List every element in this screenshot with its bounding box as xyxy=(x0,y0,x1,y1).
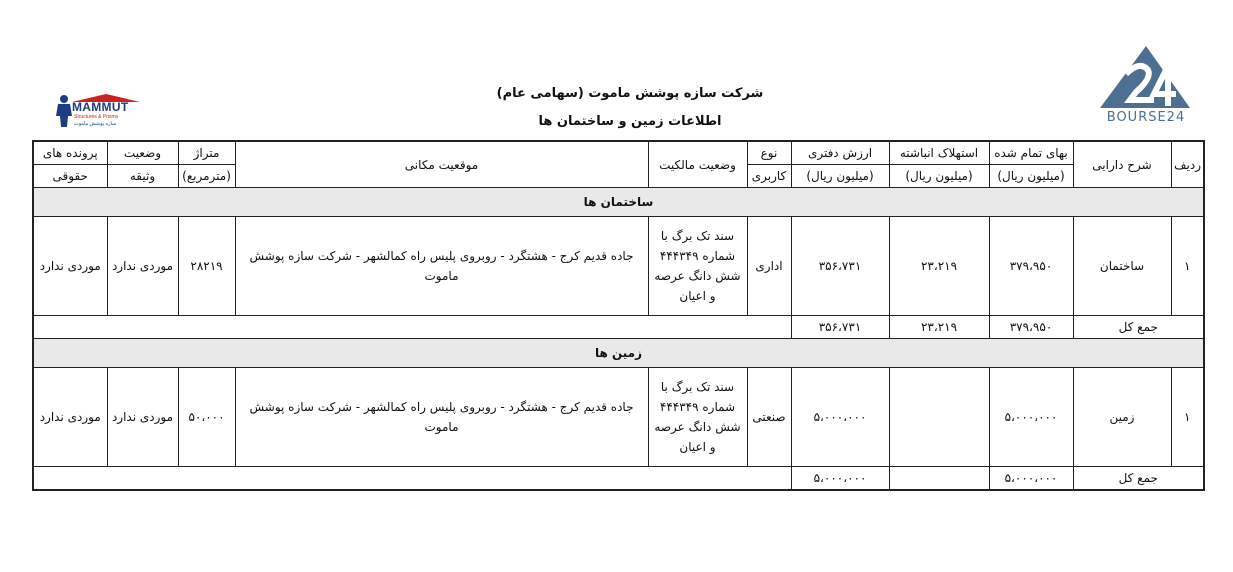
section-header-buildings xyxy=(33,188,1204,217)
cell-use: صنعتی xyxy=(747,368,791,467)
total-book-value: ۳۵۶،۷۳۱ xyxy=(791,316,889,339)
cell-legal: موردی ندارد xyxy=(33,368,107,467)
col-ownership: وضعیت مالکیت xyxy=(648,141,747,188)
cell-ownership: سند تک برگ با شماره ۴۴۴۳۴۹ شش دانگ عرصه و اعیان xyxy=(648,217,747,316)
cell-cost: ۵،۰۰۰،۰۰۰ xyxy=(989,368,1073,467)
total-cost: ۵،۰۰۰،۰۰۰ xyxy=(989,467,1073,491)
cell-depreciation xyxy=(889,368,989,467)
total-row-lands xyxy=(33,467,1204,491)
total-cost: ۳۷۹،۹۵۰ xyxy=(989,316,1073,339)
col-use-type: نوع xyxy=(747,141,791,165)
col-area-unit: (مترمربع) xyxy=(178,165,235,188)
cell-depreciation: ۲۳،۲۱۹ xyxy=(889,217,989,316)
cell-collateral: موردی ندارد xyxy=(107,368,178,467)
bourse24-logo-mark xyxy=(1096,44,1196,110)
section-header-lands xyxy=(33,339,1204,368)
cell-ownership: سند تک برگ با شماره ۴۴۴۳۴۹ شش دانگ عرصه و اعیان xyxy=(648,368,747,467)
land-buildings-table xyxy=(32,140,1205,491)
table-row xyxy=(33,217,1204,316)
cell-use: اداری xyxy=(747,217,791,316)
col-cost-unit: (میلیون ریال) xyxy=(989,165,1073,188)
col-area: متراژ xyxy=(178,141,235,165)
total-empty xyxy=(33,316,791,339)
cell-book-value: ۵،۰۰۰،۰۰۰ xyxy=(791,368,889,467)
col-depreciation: استهلاک انباشته xyxy=(889,141,989,165)
section-title-buildings: ساختمان ها xyxy=(33,188,1204,217)
cell-asset: زمین xyxy=(1073,368,1171,467)
total-depreciation xyxy=(889,467,989,491)
bourse24-logo xyxy=(1096,44,1196,130)
section-title-lands: زمین ها xyxy=(33,339,1204,368)
cell-radif: ۱ xyxy=(1171,217,1204,316)
total-depreciation: ۲۳،۲۱۹ xyxy=(889,316,989,339)
mammut-logo-subtitle-fa: سازه پوشش ماموت xyxy=(74,121,117,127)
cell-location: جاده قدیم کرج - هشتگرد - روبروی پلیس راه کمالشهر - شرکت سازه پوشش ماموت xyxy=(235,368,648,467)
cell-location: جاده قدیم کرج - هشتگرد - روبروی پلیس راه کمالشهر - شرکت سازه پوشش ماموت xyxy=(235,217,648,316)
total-book-value: ۵،۰۰۰،۰۰۰ xyxy=(791,467,889,491)
mammut-logo-text: MAMMUT xyxy=(72,100,129,114)
total-label: جمع کل xyxy=(1073,316,1204,339)
table-row xyxy=(33,368,1204,467)
mammut-figure-icon xyxy=(52,94,74,128)
total-row-buildings xyxy=(33,316,1204,339)
col-location: موقعیت مکانی xyxy=(235,141,648,188)
col-book-value-unit: (میلیون ریال) xyxy=(791,165,889,188)
mammut-logo xyxy=(52,94,140,130)
report-subtitle: اطلاعات زمین و ساختمان ها xyxy=(538,114,722,129)
cell-book-value: ۳۵۶،۷۳۱ xyxy=(791,217,889,316)
col-book-value: ارزش دفتری xyxy=(791,141,889,165)
col-cost: بهای تمام شده xyxy=(989,141,1073,165)
cell-radif: ۱ xyxy=(1171,368,1204,467)
col-collateral-2: وثیقه xyxy=(107,165,178,188)
col-radif: ردیف xyxy=(1171,141,1204,188)
total-label: جمع کل xyxy=(1073,467,1204,491)
bourse24-logo-text: BOURSE24 xyxy=(1106,110,1186,125)
mammut-logo-subtitle: Structures & Prisms xyxy=(74,114,119,120)
cell-asset: ساختمان xyxy=(1073,217,1171,316)
cell-area: ۵۰،۰۰۰ xyxy=(178,368,235,467)
cell-collateral: موردی ندارد xyxy=(107,217,178,316)
col-legal-2: حقوقی xyxy=(33,165,107,188)
col-collateral: وضعیت xyxy=(107,141,178,165)
col-legal: پرونده های xyxy=(33,141,107,165)
company-title: شرکت سازه پوشش ماموت (سهامی عام) xyxy=(496,86,764,101)
col-use-type-2: کاربری xyxy=(747,165,791,188)
col-depreciation-unit: (میلیون ریال) xyxy=(889,165,989,188)
header-row-1 xyxy=(33,141,1204,165)
total-empty xyxy=(33,467,791,491)
cell-legal: موردی ندارد xyxy=(33,217,107,316)
cell-cost: ۳۷۹،۹۵۰ xyxy=(989,217,1073,316)
col-asset-desc: شرح دارایی xyxy=(1073,141,1171,188)
cell-area: ۲۸۲۱۹ xyxy=(178,217,235,316)
